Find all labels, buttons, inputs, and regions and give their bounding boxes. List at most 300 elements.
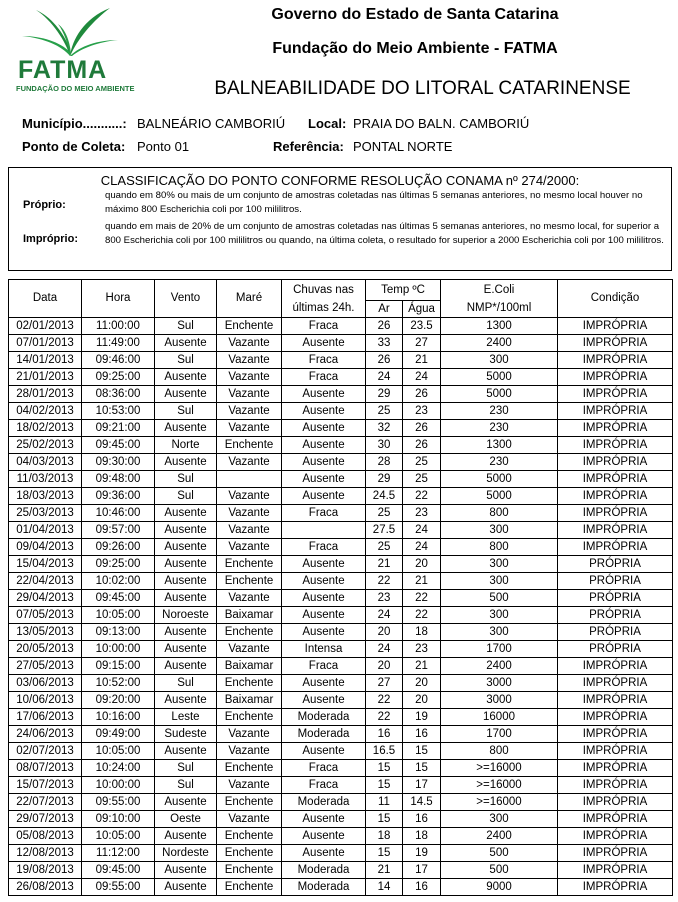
- cell-ar: 25: [366, 402, 403, 419]
- col-chuvas-2: últimas 24h.: [282, 300, 366, 317]
- cell-vento: Ausente: [155, 572, 217, 589]
- cell-condicao: IMPRÓPRIA: [558, 725, 673, 742]
- cell-agua: 15: [403, 742, 441, 759]
- table-row: [9, 827, 673, 844]
- cell-mare: Enchente: [217, 436, 282, 453]
- cell-agua: 21: [403, 351, 441, 368]
- cell-agua: 22: [403, 589, 441, 606]
- impropria-text: quando em mais de 20% de um conjunto de amostras coletadas nas últimas 5 semanas anteriores, no mesmo local, for superior a 800 Escherichia coli por 100 mililitros ou quando, na última coleta, o resultado for superior a 2000 Escherichia coli por 100 mililitros.: [105, 221, 664, 246]
- cell-agua: 26: [403, 436, 441, 453]
- cell-mare: [217, 470, 282, 487]
- cell-agua: 21: [403, 572, 441, 589]
- cell-chuvas: Ausente: [282, 572, 366, 589]
- table-row: [9, 538, 673, 555]
- cell-ar: 27.5: [366, 521, 403, 538]
- cell-chuvas: Ausente: [282, 844, 366, 861]
- cell-condicao: IMPRÓPRIA: [558, 759, 673, 776]
- cell-ecoli: >=16000: [441, 759, 558, 776]
- cell-mare: Vazante: [217, 725, 282, 742]
- cell-data: 01/04/2013: [9, 521, 82, 538]
- cell-ecoli: 300: [441, 606, 558, 623]
- cell-ar: 15: [366, 844, 403, 861]
- cell-chuvas: Ausente: [282, 453, 366, 470]
- cell-hora: 09:26:00: [82, 538, 155, 555]
- cell-chuvas: Moderada: [282, 725, 366, 742]
- cell-ar: 25: [366, 538, 403, 555]
- cell-mare: Vazante: [217, 810, 282, 827]
- cell-chuvas: Ausente: [282, 827, 366, 844]
- cell-hora: 08:36:00: [82, 385, 155, 402]
- cell-agua: 16: [403, 810, 441, 827]
- cell-condicao: IMPRÓPRIA: [558, 317, 673, 334]
- cell-agua: 20: [403, 555, 441, 572]
- cell-hora: 10:16:00: [82, 708, 155, 725]
- cell-chuvas: Ausente: [282, 589, 366, 606]
- impropria-label: Impróprio:: [23, 233, 78, 245]
- cell-hora: 09:55:00: [82, 793, 155, 810]
- cell-mare: Enchente: [217, 317, 282, 334]
- cell-chuvas: Ausente: [282, 555, 366, 572]
- cell-ecoli: 800: [441, 742, 558, 759]
- cell-agua: 20: [403, 691, 441, 708]
- cell-mare: Vazante: [217, 521, 282, 538]
- cell-ar: 15: [366, 776, 403, 793]
- cell-hora: 10:52:00: [82, 674, 155, 691]
- cell-mare: Baixamar: [217, 691, 282, 708]
- table-row: [9, 725, 673, 742]
- cell-hora: 10:05:00: [82, 606, 155, 623]
- cell-vento: Ausente: [155, 861, 217, 878]
- table-row: [9, 657, 673, 674]
- cell-data: 07/01/2013: [9, 334, 82, 351]
- cell-hora: 10:00:00: [82, 640, 155, 657]
- cell-ecoli: 5000: [441, 385, 558, 402]
- cell-chuvas: Ausente: [282, 470, 366, 487]
- cell-data: 02/01/2013: [9, 317, 82, 334]
- cell-ar: 24: [366, 640, 403, 657]
- cell-mare: Vazante: [217, 742, 282, 759]
- referencia-label: Referência:: [273, 139, 344, 154]
- cell-ar: 28: [366, 453, 403, 470]
- cell-chuvas: Ausente: [282, 623, 366, 640]
- cell-data: 19/08/2013: [9, 861, 82, 878]
- cell-data: 29/07/2013: [9, 810, 82, 827]
- cell-agua: 22: [403, 487, 441, 504]
- cell-ar: 24: [366, 606, 403, 623]
- cell-chuvas: Ausente: [282, 436, 366, 453]
- cell-vento: Leste: [155, 708, 217, 725]
- cell-chuvas: [282, 521, 366, 538]
- ponto-label: Ponto de Coleta:: [22, 139, 126, 154]
- table-row: [9, 555, 673, 572]
- cell-ecoli: 5000: [441, 487, 558, 504]
- cell-vento: Ausente: [155, 640, 217, 657]
- cell-condicao: PRÓPRIA: [558, 623, 673, 640]
- cell-condicao: IMPRÓPRIA: [558, 402, 673, 419]
- table-row: [9, 453, 673, 470]
- cell-condicao: PRÓPRIA: [558, 589, 673, 606]
- cell-chuvas: Ausente: [282, 674, 366, 691]
- cell-vento: Ausente: [155, 504, 217, 521]
- cell-vento: Ausente: [155, 555, 217, 572]
- cell-ar: 27: [366, 674, 403, 691]
- cell-chuvas: Ausente: [282, 606, 366, 623]
- cell-vento: Ausente: [155, 623, 217, 640]
- table-row: [9, 368, 673, 385]
- cell-data: 02/07/2013: [9, 742, 82, 759]
- cell-data: 15/04/2013: [9, 555, 82, 572]
- col-mare: Maré: [217, 280, 282, 318]
- table-row: [9, 674, 673, 691]
- cell-ar: 20: [366, 657, 403, 674]
- cell-mare: Enchente: [217, 844, 282, 861]
- cell-condicao: IMPRÓPRIA: [558, 351, 673, 368]
- cell-ar: 33: [366, 334, 403, 351]
- table-row: [9, 521, 673, 538]
- cell-ecoli: 3000: [441, 691, 558, 708]
- cell-mare: Vazante: [217, 504, 282, 521]
- cell-mare: Baixamar: [217, 606, 282, 623]
- cell-vento: Ausente: [155, 589, 217, 606]
- cell-vento: Sul: [155, 470, 217, 487]
- cell-ecoli: 300: [441, 351, 558, 368]
- cell-vento: Sul: [155, 674, 217, 691]
- cell-agua: 24: [403, 368, 441, 385]
- table-row: [9, 419, 673, 436]
- cell-agua: 23: [403, 640, 441, 657]
- cell-condicao: IMPRÓPRIA: [558, 793, 673, 810]
- cell-data: 05/08/2013: [9, 827, 82, 844]
- cell-agua: 20: [403, 674, 441, 691]
- cell-hora: 10:05:00: [82, 742, 155, 759]
- cell-data: 18/02/2013: [9, 419, 82, 436]
- cell-mare: Vazante: [217, 640, 282, 657]
- cell-vento: Ausente: [155, 793, 217, 810]
- cell-vento: Ausente: [155, 827, 217, 844]
- cell-ar: 29: [366, 385, 403, 402]
- cell-ecoli: 500: [441, 861, 558, 878]
- cell-ar: 23: [366, 589, 403, 606]
- table-row: [9, 606, 673, 623]
- cell-vento: Sul: [155, 317, 217, 334]
- cell-hora: 09:21:00: [82, 419, 155, 436]
- cell-agua: 26: [403, 385, 441, 402]
- cell-vento: Ausente: [155, 521, 217, 538]
- cell-chuvas: Fraca: [282, 351, 366, 368]
- cell-ecoli: 1300: [441, 317, 558, 334]
- cell-condicao: IMPRÓPRIA: [558, 334, 673, 351]
- cell-vento: Ausente: [155, 878, 217, 895]
- cell-agua: 24: [403, 521, 441, 538]
- leaf-icon: [14, 6, 126, 58]
- cell-data: 18/03/2013: [9, 487, 82, 504]
- cell-data: 20/05/2013: [9, 640, 82, 657]
- cell-ar: 21: [366, 861, 403, 878]
- col-condicao: Condição: [558, 280, 673, 318]
- logo-subtext: FUNDAÇÃO DO MEIO AMBIENTE: [16, 84, 135, 93]
- cell-hora: 10:46:00: [82, 504, 155, 521]
- table-row: [9, 470, 673, 487]
- propria-label: Próprio:: [23, 199, 66, 211]
- cell-data: 22/04/2013: [9, 572, 82, 589]
- col-hora: Hora: [82, 280, 155, 318]
- col-vento: Vento: [155, 280, 217, 318]
- cell-mare: Enchente: [217, 623, 282, 640]
- cell-mare: Vazante: [217, 487, 282, 504]
- cell-data: 13/05/2013: [9, 623, 82, 640]
- cell-ecoli: 800: [441, 538, 558, 555]
- table-body: [9, 317, 673, 895]
- cell-hora: 10:00:00: [82, 776, 155, 793]
- cell-hora: 09:46:00: [82, 351, 155, 368]
- cell-chuvas: Fraca: [282, 538, 366, 555]
- cell-mare: Vazante: [217, 776, 282, 793]
- cell-mare: Enchente: [217, 878, 282, 895]
- table-row: [9, 776, 673, 793]
- cell-ecoli: 5000: [441, 470, 558, 487]
- cell-ecoli: 16000: [441, 708, 558, 725]
- table-row: [9, 691, 673, 708]
- cell-ecoli: 2400: [441, 657, 558, 674]
- table-row: [9, 810, 673, 827]
- col-agua: Água: [403, 300, 441, 317]
- cell-condicao: IMPRÓPRIA: [558, 368, 673, 385]
- cell-vento: Norte: [155, 436, 217, 453]
- table-row: [9, 742, 673, 759]
- cell-condicao: IMPRÓPRIA: [558, 453, 673, 470]
- cell-ar: 11: [366, 793, 403, 810]
- cell-ecoli: 2400: [441, 827, 558, 844]
- cell-ar: 24: [366, 368, 403, 385]
- cell-ar: 14: [366, 878, 403, 895]
- cell-hora: 10:24:00: [82, 759, 155, 776]
- cell-ecoli: 300: [441, 623, 558, 640]
- cell-agua: 16: [403, 725, 441, 742]
- cell-chuvas: Fraca: [282, 657, 366, 674]
- cell-chuvas: Ausente: [282, 810, 366, 827]
- col-ar: Ar: [366, 300, 403, 317]
- cell-data: 15/07/2013: [9, 776, 82, 793]
- cell-chuvas: Ausente: [282, 402, 366, 419]
- table-row: [9, 504, 673, 521]
- cell-condicao: IMPRÓPRIA: [558, 419, 673, 436]
- cell-data: 08/07/2013: [9, 759, 82, 776]
- cell-hora: 09:55:00: [82, 878, 155, 895]
- cell-hora: 09:20:00: [82, 691, 155, 708]
- cell-data: 22/07/2013: [9, 793, 82, 810]
- cell-data: 25/02/2013: [9, 436, 82, 453]
- col-temp: Temp ºC: [366, 280, 441, 301]
- cell-chuvas: Ausente: [282, 487, 366, 504]
- cell-ecoli: 300: [441, 555, 558, 572]
- cell-chuvas: Moderada: [282, 878, 366, 895]
- table-row: [9, 572, 673, 589]
- cell-hora: 09:49:00: [82, 725, 155, 742]
- cell-hora: 11:49:00: [82, 334, 155, 351]
- cell-agua: 18: [403, 623, 441, 640]
- cell-data: 27/05/2013: [9, 657, 82, 674]
- local-value: PRAIA DO BALN. CAMBORIÚ: [353, 116, 530, 131]
- cell-mare: Vazante: [217, 368, 282, 385]
- cell-vento: Ausente: [155, 453, 217, 470]
- cell-vento: Ausente: [155, 419, 217, 436]
- cell-chuvas: Ausente: [282, 334, 366, 351]
- cell-hora: 09:45:00: [82, 589, 155, 606]
- table-row: [9, 793, 673, 810]
- cell-vento: Sul: [155, 351, 217, 368]
- cell-ar: 15: [366, 810, 403, 827]
- col-chuvas-1: Chuvas nas: [282, 280, 366, 301]
- cell-agua: 17: [403, 776, 441, 793]
- cell-data: 04/03/2013: [9, 453, 82, 470]
- cell-hora: 09:15:00: [82, 657, 155, 674]
- cell-condicao: IMPRÓPRIA: [558, 470, 673, 487]
- cell-hora: 09:48:00: [82, 470, 155, 487]
- cell-agua: 17: [403, 861, 441, 878]
- classification-title: CLASSIFICAÇÃO DO PONTO CONFORME RESOLUÇÃO CONAMA nº 274/2000:: [100, 173, 580, 188]
- cell-condicao: IMPRÓPRIA: [558, 776, 673, 793]
- cell-data: 10/06/2013: [9, 691, 82, 708]
- col-ecoli-2: NMP*/100ml: [441, 300, 558, 317]
- cell-hora: 09:57:00: [82, 521, 155, 538]
- cell-vento: Nordeste: [155, 844, 217, 861]
- table-row: [9, 334, 673, 351]
- cell-condicao: IMPRÓPRIA: [558, 861, 673, 878]
- cell-chuvas: Moderada: [282, 793, 366, 810]
- table-row: [9, 844, 673, 861]
- cell-ecoli: 230: [441, 419, 558, 436]
- cell-chuvas: Ausente: [282, 742, 366, 759]
- cell-agua: 18: [403, 827, 441, 844]
- cell-condicao: IMPRÓPRIA: [558, 878, 673, 895]
- cell-agua: 27: [403, 334, 441, 351]
- cell-agua: 25: [403, 470, 441, 487]
- cell-condicao: PRÓPRIA: [558, 572, 673, 589]
- table-row: [9, 640, 673, 657]
- cell-chuvas: Fraca: [282, 368, 366, 385]
- cell-agua: 15: [403, 759, 441, 776]
- cell-agua: 14.5: [403, 793, 441, 810]
- cell-data: 25/03/2013: [9, 504, 82, 521]
- cell-chuvas: Intensa: [282, 640, 366, 657]
- header-line-2: Fundação do Meio Ambiente - FATMA: [272, 40, 558, 57]
- cell-ecoli: 300: [441, 810, 558, 827]
- cell-ar: 25: [366, 504, 403, 521]
- cell-agua: 26: [403, 419, 441, 436]
- cell-ecoli: >=16000: [441, 793, 558, 810]
- cell-chuvas: Ausente: [282, 385, 366, 402]
- cell-ecoli: 300: [441, 521, 558, 538]
- cell-ar: 16: [366, 725, 403, 742]
- cell-ecoli: 9000: [441, 878, 558, 895]
- ponto-value: Ponto 01: [137, 139, 190, 154]
- cell-mare: Enchente: [217, 861, 282, 878]
- cell-agua: 22: [403, 606, 441, 623]
- cell-hora: 09:45:00: [82, 436, 155, 453]
- cell-ecoli: 2400: [441, 334, 558, 351]
- cell-chuvas: Ausente: [282, 419, 366, 436]
- cell-agua: 21: [403, 657, 441, 674]
- referencia-value: PONTAL NORTE: [353, 139, 453, 154]
- cell-ar: 32: [366, 419, 403, 436]
- fatma-logo: [14, 6, 135, 98]
- table-row: [9, 351, 673, 368]
- cell-condicao: PRÓPRIA: [558, 555, 673, 572]
- cell-mare: Enchente: [217, 708, 282, 725]
- cell-ar: 30: [366, 436, 403, 453]
- cell-ecoli: 1300: [441, 436, 558, 453]
- cell-ar: 15: [366, 759, 403, 776]
- cell-data: 11/03/2013: [9, 470, 82, 487]
- cell-mare: Vazante: [217, 419, 282, 436]
- cell-hora: 10:05:00: [82, 827, 155, 844]
- cell-data: 21/01/2013: [9, 368, 82, 385]
- cell-mare: Vazante: [217, 385, 282, 402]
- cell-condicao: IMPRÓPRIA: [558, 385, 673, 402]
- cell-hora: 09:25:00: [82, 368, 155, 385]
- cell-ar: 22: [366, 691, 403, 708]
- cell-chuvas: Moderada: [282, 861, 366, 878]
- logo-text: FATMA: [18, 56, 108, 84]
- cell-agua: 25: [403, 453, 441, 470]
- cell-ar: 22: [366, 572, 403, 589]
- cell-data: 07/05/2013: [9, 606, 82, 623]
- cell-ecoli: 3000: [441, 674, 558, 691]
- municipio-label: Município...........:: [22, 116, 127, 131]
- cell-agua: 23.5: [403, 317, 441, 334]
- cell-ecoli: 1700: [441, 725, 558, 742]
- cell-hora: 10:02:00: [82, 572, 155, 589]
- header-line-1: Governo do Estado de Santa Catarina: [271, 6, 559, 23]
- cell-hora: 09:10:00: [82, 810, 155, 827]
- local-label: Local:: [308, 116, 347, 131]
- cell-condicao: IMPRÓPRIA: [558, 657, 673, 674]
- cell-agua: 19: [403, 844, 441, 861]
- cell-ar: 24.5: [366, 487, 403, 504]
- cell-condicao: IMPRÓPRIA: [558, 691, 673, 708]
- cell-mare: Vazante: [217, 351, 282, 368]
- cell-condicao: IMPRÓPRIA: [558, 810, 673, 827]
- cell-vento: Ausente: [155, 334, 217, 351]
- cell-chuvas: Fraca: [282, 759, 366, 776]
- cell-hora: 09:45:00: [82, 861, 155, 878]
- cell-mare: Enchente: [217, 674, 282, 691]
- cell-condicao: IMPRÓPRIA: [558, 708, 673, 725]
- cell-chuvas: Ausente: [282, 691, 366, 708]
- cell-vento: Ausente: [155, 691, 217, 708]
- cell-condicao: IMPRÓPRIA: [558, 844, 673, 861]
- cell-ar: 26: [366, 351, 403, 368]
- cell-vento: Ausente: [155, 657, 217, 674]
- cell-condicao: IMPRÓPRIA: [558, 827, 673, 844]
- cell-mare: Vazante: [217, 402, 282, 419]
- municipio-value: BALNEÁRIO CAMBORIÚ: [137, 116, 286, 131]
- table-row: [9, 759, 673, 776]
- cell-ar: 16.5: [366, 742, 403, 759]
- cell-ar: 18: [366, 827, 403, 844]
- cell-mare: Enchente: [217, 793, 282, 810]
- cell-agua: 19: [403, 708, 441, 725]
- cell-mare: Vazante: [217, 538, 282, 555]
- cell-vento: Sul: [155, 487, 217, 504]
- cell-ar: 20: [366, 623, 403, 640]
- cell-vento: Sul: [155, 402, 217, 419]
- cell-agua: 23: [403, 504, 441, 521]
- cell-condicao: IMPRÓPRIA: [558, 538, 673, 555]
- cell-mare: Enchente: [217, 759, 282, 776]
- cell-chuvas: Fraca: [282, 776, 366, 793]
- cell-ar: 26: [366, 317, 403, 334]
